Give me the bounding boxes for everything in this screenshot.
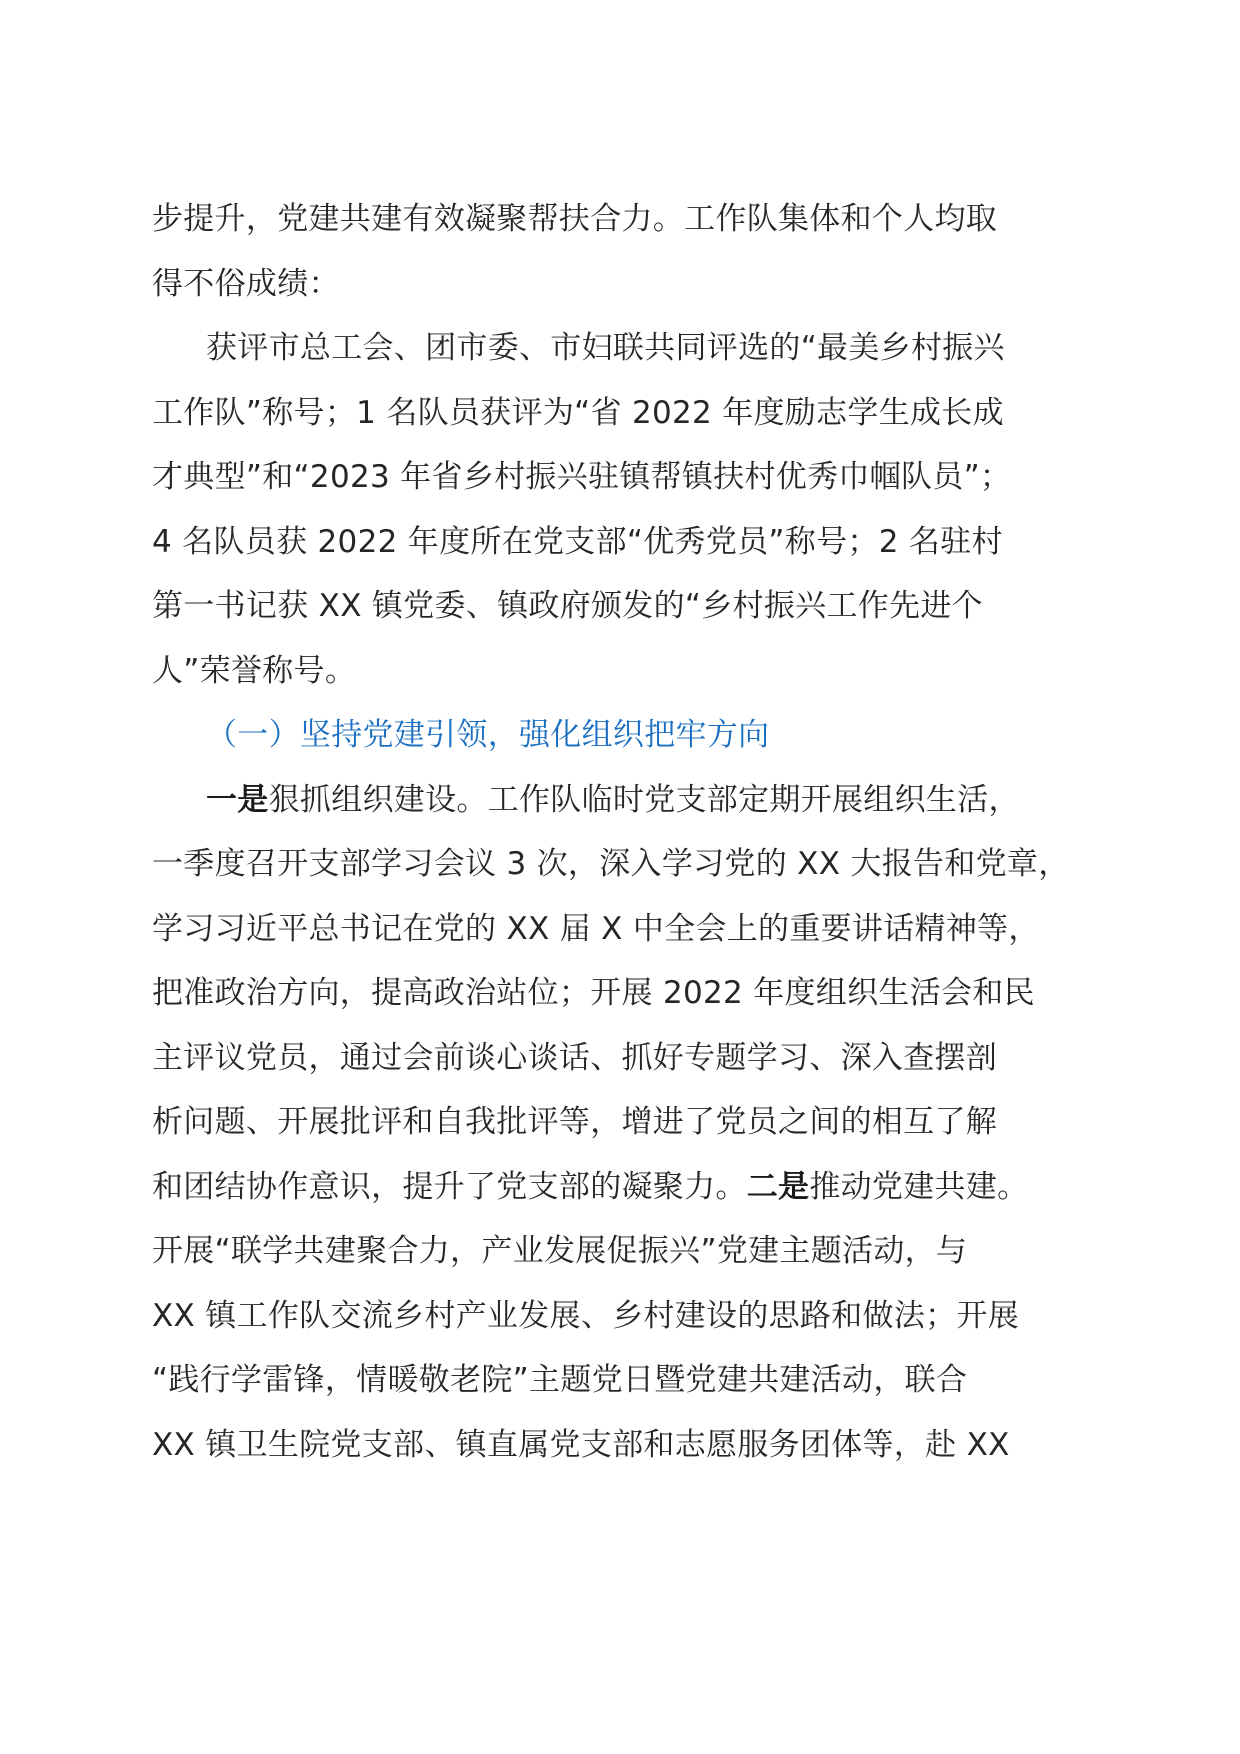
text-line: 开展“联学共建聚合力，产业发展促振兴”党建主题活动，与 <box>152 1233 968 1269</box>
paragraph-honors <box>152 316 1112 703</box>
document-body <box>152 187 1112 1477</box>
text-line: 才典型”和“2023 年省乡村振兴驻镇帮镇扶村优秀巾帼队员”； <box>152 459 1012 495</box>
text-line: 第一书记获 XX 镇党委、镇政府颁发的“乡村振兴工作先进个 <box>152 588 983 624</box>
section-heading-text: （一）坚持党建引领，强化组织把牢方向 <box>206 717 770 753</box>
section-heading <box>152 703 1112 768</box>
bold-lead-second: 二是 <box>746 1168 810 1205</box>
text-line: XX 镇工作队交流乡村产业发展、乡村建设的思路和做法；开展 <box>152 1297 1020 1334</box>
text-line: 得不俗成绩： <box>152 265 340 302</box>
text-line: XX 镇卫生院党支部、镇直属党支部和志愿服务团体等，赴 XX <box>152 1426 1010 1463</box>
text-line: “践行学雷锋，情暖敬老院”主题党日暨党建共建活动，联合 <box>152 1362 968 1398</box>
text-line <box>152 768 1112 833</box>
text-span: 狠抓组织建设。工作队临时党支部定期开展组织生活， <box>268 781 1020 818</box>
bold-lead-first: 一是 <box>206 781 269 818</box>
text-line: 步提升，党建共建有效凝聚帮扶合力。工作队集体和个人均取 <box>152 201 998 237</box>
text-line: 一季度召开支部学习会议 3 次，深入学习党的 XX 大报告和党章， <box>152 846 1070 882</box>
paragraph-summary <box>152 187 1112 316</box>
text-line: 主评议党员，通过会前谈心谈话、抓好专题学习、深入查摆剖 <box>152 1039 998 1076</box>
text-line: 工作队”称号；1 名队员获评为“省 2022 年度励志学生成长成 <box>152 394 1004 431</box>
text-span: 和团结协作意识，提升了党支部的凝聚力。 <box>152 1168 747 1205</box>
text-line: 析问题、开展批评和自我批评等，增进了党员之间的相互了解 <box>152 1104 998 1140</box>
text-line: 4 名队员获 2022 年度所在党支部“优秀党员”称号；2 名驻村 <box>152 523 1003 560</box>
text-line: 学习习近平总书记在党的 XX 届 X 中全会上的重要讲话精神等， <box>152 910 1040 947</box>
text-line: 把准政治方向，提高政治站位；开展 2022 年度组织生活会和民 <box>152 975 1035 1011</box>
paragraph-party-building <box>152 768 1112 1478</box>
text-line <box>152 1155 1112 1220</box>
text-line: 人”荣誉称号。 <box>152 652 357 689</box>
text-line: 获评市总工会、团市委、市妇联共同评选的“最美乡村振兴 <box>206 330 1005 366</box>
text-span: 推动党建共建。 <box>809 1168 1029 1205</box>
